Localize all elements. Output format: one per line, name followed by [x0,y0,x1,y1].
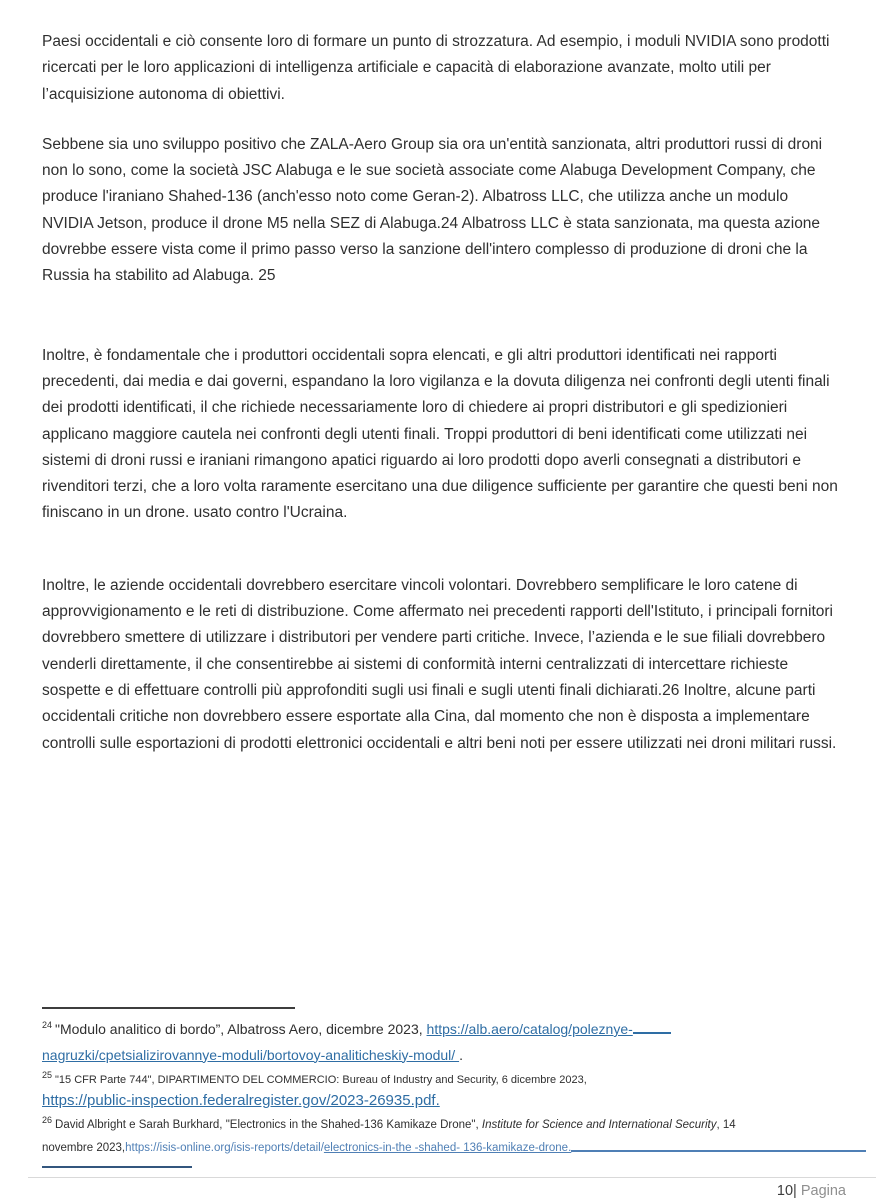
footnote-26-marker: 26 [42,1115,53,1126]
page-footer [777,1182,846,1200]
footnote-26-citation-text: David Albright e Sarah Burkhard, "Electronics in the Shahed-136 Kamikaze Drone", [55,1119,482,1131]
footnote-separator-line [42,1007,295,1009]
footnote-25-text: "15 CFR Parte 744", DIPARTIMENTO DEL COMMERCIO: Bureau of Industry and Security, 6 dicembre 2023, [55,1074,587,1086]
footnote-26-date-text: novembre 2023, [42,1142,126,1154]
footnote-26-link-trailing-underline [571,1137,866,1152]
main-text [42,29,842,757]
footnote-24-period: . [459,1046,463,1063]
footnote-24 [42,1017,866,1068]
page-label: Pagina [800,1183,846,1199]
footnote-25-link[interactable]: https://public-inspection.federalregister.gov/2023-26935.pdf. [42,1092,440,1109]
footnote-24-line-1 [42,1017,866,1043]
page-number: 10| [776,1183,797,1199]
footnote-24-text: "Modulo analitico di bordo”, Albatross Aero, dicembre 2023, [55,1021,427,1037]
footnote-25-marker: 25 [42,1070,53,1081]
footer-rule [28,1177,876,1178]
footnote-26-date-part: , 14 [716,1119,736,1131]
paragraph-2: Sebbene sia uno sviluppo positivo che ZALA-Aero Group sia ora un'entità sanzionata, altri produttori russi di droni non lo sono, come la società JSC Alabuga e le sue società associate come Alabuga Development Company, che produce l'iraniano Shahed-136 (anch'esso noto come Geran-2). Albatross LLC, che utilizza anche un modulo NVIDIA Jetson, produce il drone M5 nella SEZ di Alabuga.24 Albatross LLC è stata sanzionata, ma questa azione dovrebbe essere vista come il primo passo verso la sanzione dell'intero complesso di produzione di droni che la Russia ha stabilito ad Alabuga. 25 [42,135,823,285]
footnote-26-line-2 [42,1137,866,1160]
footnote-24-line-2 [42,1043,866,1069]
paragraph-4: Inoltre, le aziende occidentali dovrebbero esercitare vincoli volontari. Dovrebbero semplificare le loro catene di approvvigionamento e le reti di distribuzione. Come affermato nei precedenti rapporti dell'Istituto, i principali fornitori dovrebbero smettere di utilizzare i distributori per vendere parti critiche. Invece, l’azienda e le sue filiali dovrebbero venderli direttamente, il che consentirebbe ai sistemi di conformità interni centralizzati di intercettare richieste sospette e di effettuare controlli più approfonditi sugli usi finali e sugli utenti finali dichiarati.26 Inoltre, alcune parti occidentali critiche non dovrebbero essere esportate alla Cina, dal momento che non è disposta a implementare controlli sulle esportazioni di prodotti elettronici occidentali e altri beni noti per essere utilizzati nei droni militari russi. [42,576,837,752]
footnotes-section [42,1007,866,1160]
footnote-26-link-slug[interactable]: electronics-in-the -shahed- 136-kamikaze-drone. [323,1142,572,1154]
footnote-25 [42,1071,866,1090]
paragraph-3: Inoltre, è fondamentale che i produttori occidentali sopra elencati, e gli altri produttori identificati nei rapporti precedenti, dai media e dai governi, espandano la loro vigilanza e la dovuta diligenza nei confronti degli utenti finali dei prodotti identificati, il che richiede necessariamente loro di chiedere ai propri distributori e gli spedizionieri applicano maggiore cautela nei confronti degli utenti finali. Troppi produttori di beni identificati come utilizzati nei sistemi di droni russi e iraniani rimangono apatici riguardo ai loro prodotti dopo averli consegnati a distributori e rivenditori terzi, che a loro volta raramente esercitano una due diligence sufficiente per garantire che questi beni non finiscano in un drone. usato contro l'Ucraina. [42,346,838,522]
footnote-26-link-base[interactable]: https://isis-online.org/isis-reports/detail/ [125,1142,324,1154]
footnote-25-line-2 [42,1090,866,1112]
wrapped-hyperlink-underline [42,1166,192,1168]
footnote-26-journal-name: Institute for Science and International Security [481,1119,717,1131]
paragraph-1: Paesi occidentali e ciò consente loro di formare un punto di strozzatura. Ad esempio, i moduli NVIDIA sono prodotti ricercati per le loro applicazioni di intelligenza artificiale e capacità di elaborazione avanzate, molto utili per l’acquisizione autonoma di obiettivi. [42,33,830,103]
footnote-26 [42,1114,866,1137]
footnote-24-link-trailing-underline [633,1020,671,1034]
footnote-24-link-part-2[interactable]: nagruzki/cpetsializirovannye-moduli/bortovoy-analiticheskiy-modul/ [42,1046,460,1063]
footnote-24-marker: 24 [42,1020,53,1031]
footnote-24-link-part-1[interactable]: https://alb.aero/catalog/poleznye- [426,1021,633,1037]
